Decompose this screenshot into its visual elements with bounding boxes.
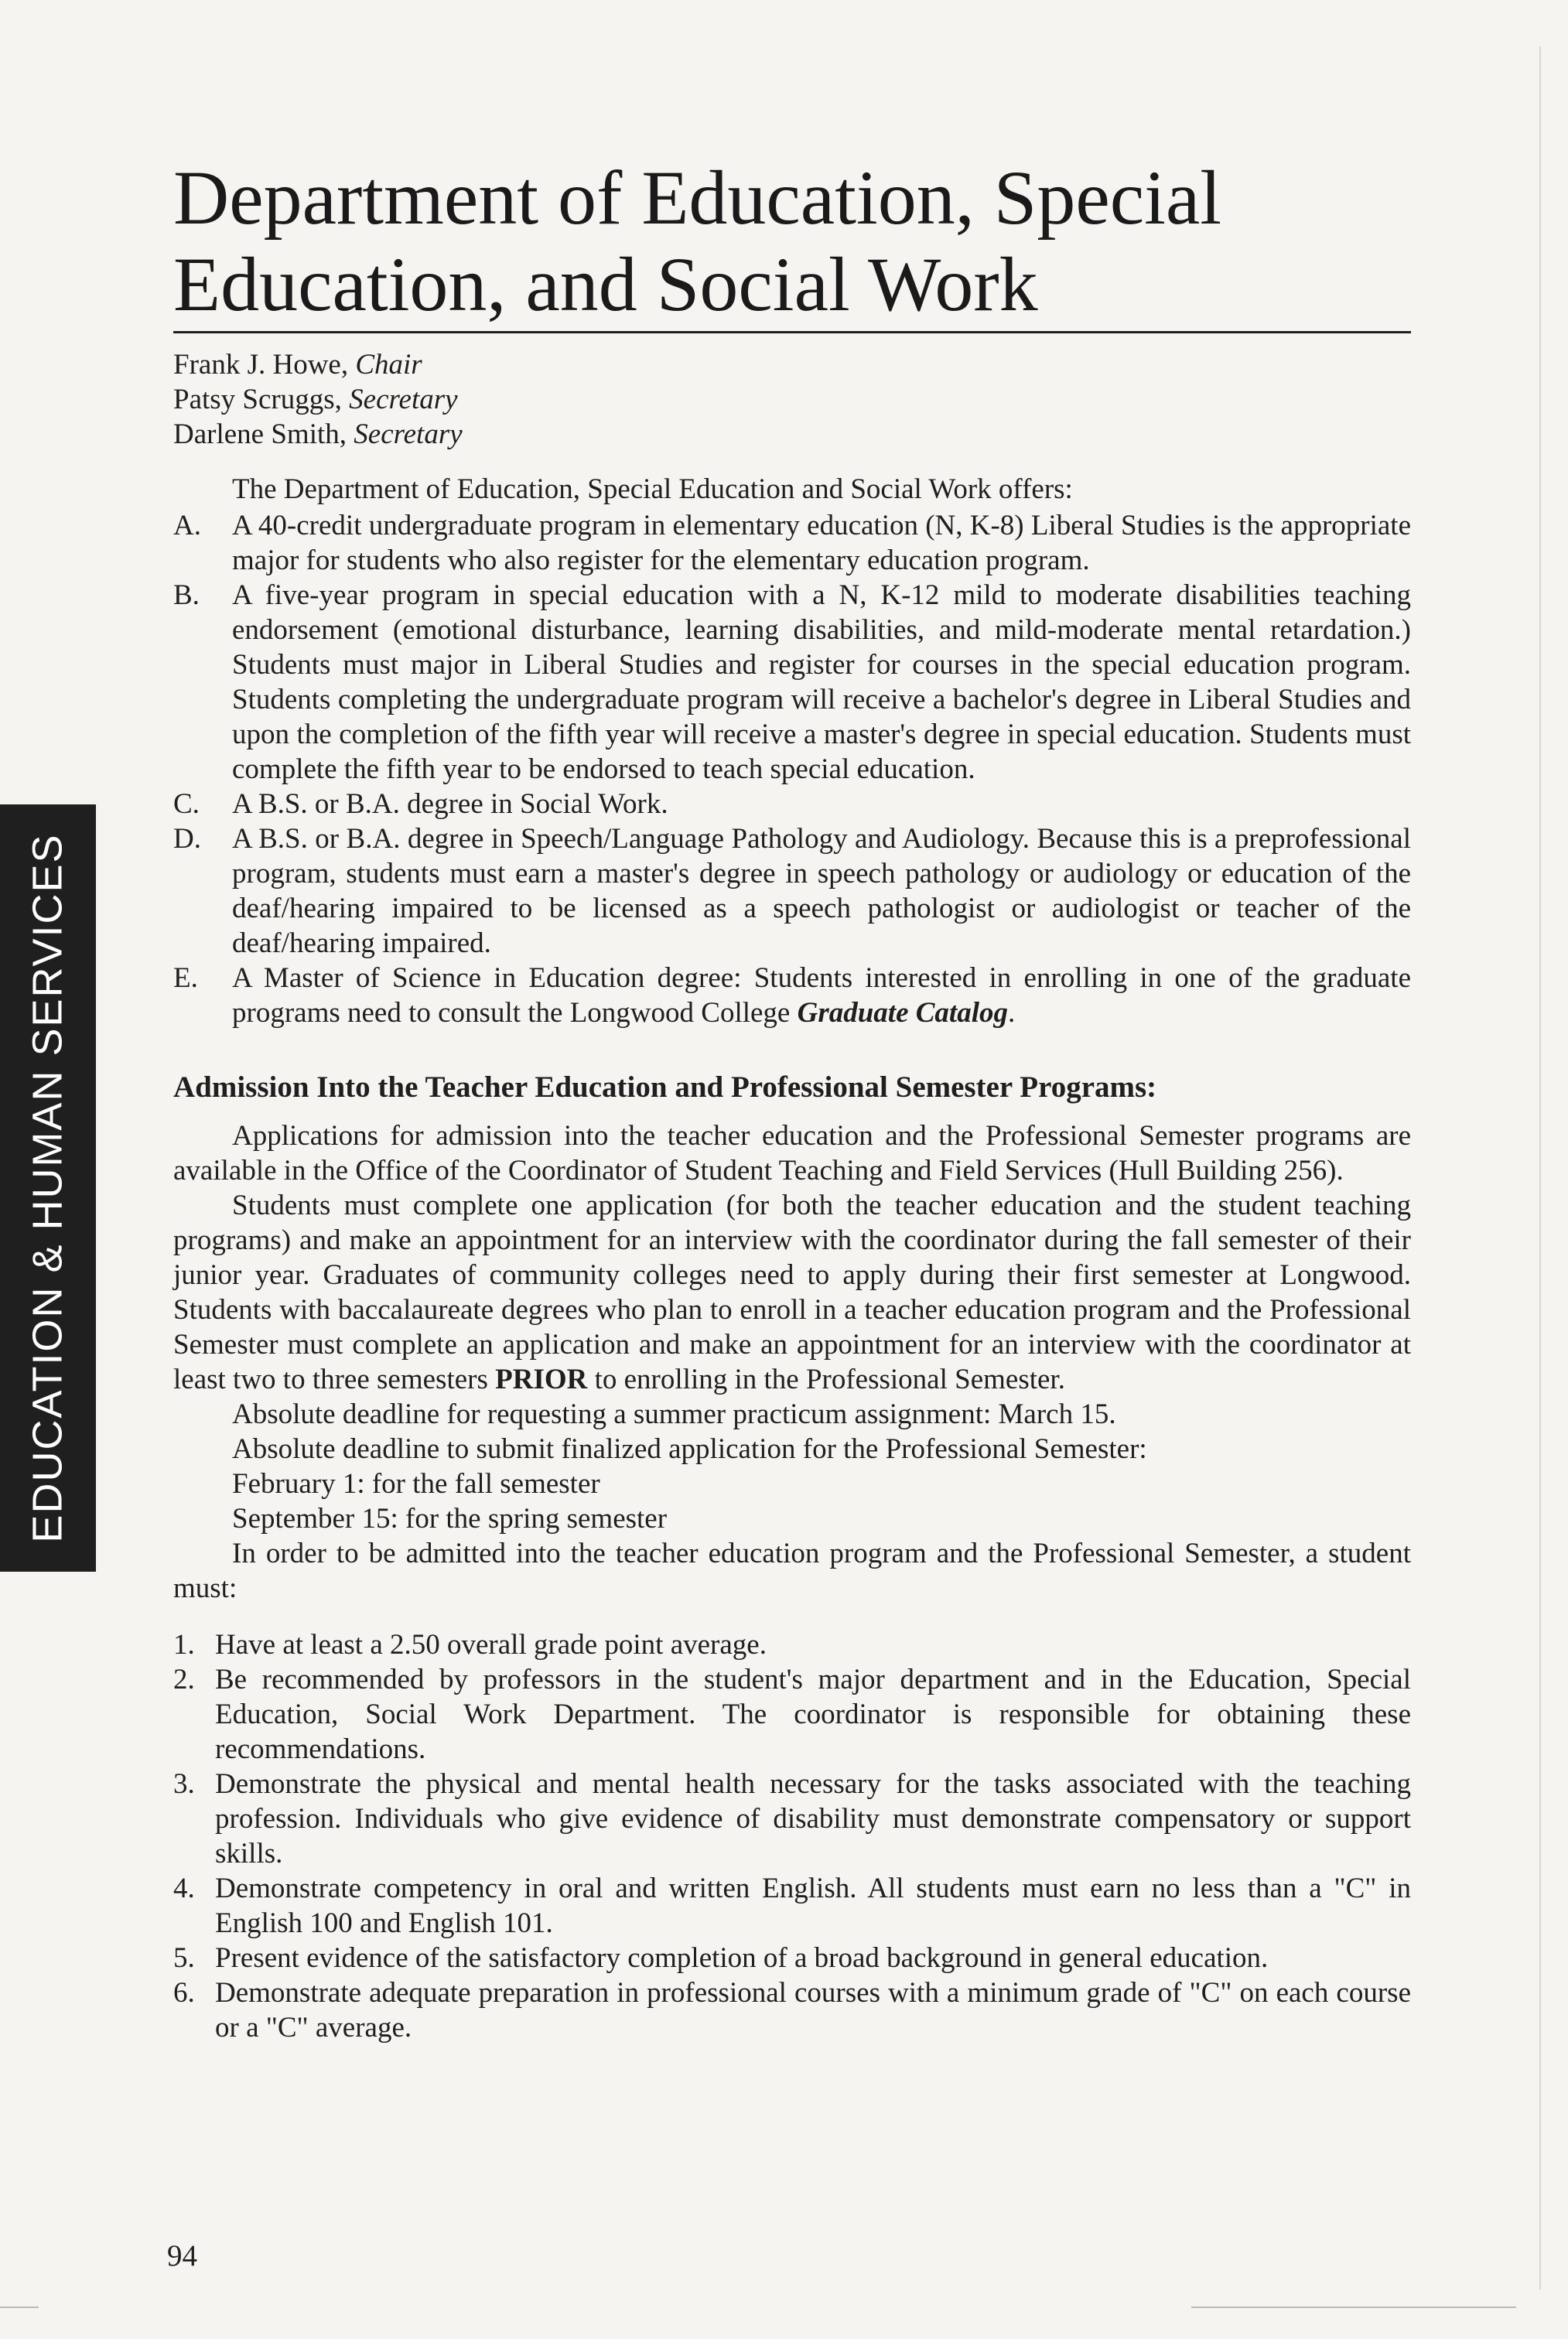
deadline-line: Absolute deadline for requesting a summer practicum assignment: March 15. (232, 1398, 1116, 1430)
list-item (173, 508, 1411, 578)
title-line-2: Education, and Social Work (173, 241, 1038, 327)
list-text: Present evidence of the satisfactory completion of a broad background in general education. (215, 1942, 1269, 1974)
staff-list (173, 347, 1411, 452)
list-item (173, 1627, 1411, 1662)
list-item (173, 578, 1411, 787)
list-text: A B.S. or B.A. degree in Speech/Language Pathology and Audiology. Because this is a preprofessional program, students must earn a master's degree in speech pathology or audiology or education of the deaf/hearing impaired to be licensed as a speech pathologist or audiologist or teacher of the deaf/hearing impaired. (232, 823, 1411, 959)
section-side-tab (0, 804, 96, 1572)
side-tab-label: EDUCATION & HUMAN SERVICES (25, 833, 72, 1543)
page-title (173, 155, 1411, 333)
list-item (173, 821, 1411, 961)
staff-name: Darlene Smith, (173, 418, 347, 450)
staff-role: Secretary (354, 418, 463, 450)
list-item (173, 1871, 1411, 1941)
staff-item (173, 417, 1411, 452)
list-label: 3. (173, 1768, 195, 1800)
prior-emphasis: PRIOR (495, 1364, 588, 1395)
list-item (173, 1767, 1411, 1871)
requirements-list (173, 1627, 1411, 2045)
list-label: B. (173, 579, 200, 611)
offerings-intro: The Department of Education, Special Education and Social Work offers: (232, 473, 1073, 505)
list-label: 5. (173, 1942, 195, 1974)
list-text: Demonstrate the physical and mental health necessary for the tasks associated with the teaching profession. Individuals who give evidence of disability must demonstrate compensatory or support skills. (215, 1768, 1411, 1869)
page-content (173, 155, 1411, 2045)
paragraph-text: Students must complete one application (for both the teacher education and the student teaching programs) and make an appointment for an interview with the coordinator during the fall semester of their junior year. Graduates of community colleges need to apply during their first semester at Longwood. Students with baccalaureate degrees who plan to enroll in a teacher education program and the Professional Semester must complete an application and make an appointment for an interview with the coordinator at least two to three semesters (173, 1190, 1411, 1395)
list-text: Have at least a 2.50 overall grade point average. (215, 1629, 767, 1661)
deadline-line: Absolute deadline to submit finalized application for the Professional Semester: (232, 1433, 1147, 1465)
list-item (173, 1975, 1411, 2045)
staff-item (173, 347, 1411, 382)
staff-name: Frank J. Howe, (173, 349, 349, 381)
list-text: A five-year program in special education with a N, K-12 mild to moderate disabilities teaching endorsement (emotional disturbance, learning disabilities, and mild-moderate mental retardation.) Students must major in Liberal Studies and register for courses in the special education program. Students completing the undergraduate program will receive a bachelor's degree in Liberal Studies and upon the completion of the fifth year will receive a master's degree in special education. Students must complete the fifth year to be endorsed to teach special education. (232, 579, 1411, 785)
list-label: E. (173, 962, 198, 994)
deadline-line: September 15: for the spring semester (232, 1503, 668, 1535)
staff-role: Secretary (349, 384, 458, 415)
list-text: Demonstrate competency in oral and written English. All students must earn no less than a "C" in English 100 and English 101. (215, 1873, 1411, 1939)
list-text: Be recommended by professors in the student's major department and in the Education, Special Education, Social Work Department. The coordinator is responsible for obtaining these recommendations. (215, 1664, 1411, 1765)
bottom-rule-right (1191, 2307, 1516, 2308)
list-item (173, 1662, 1411, 1767)
deadline-line: February 1: for the fall semester (232, 1468, 600, 1500)
list-label: D. (173, 823, 201, 855)
graduate-catalog-title: Graduate Catalog (797, 997, 1008, 1029)
list-text: Demonstrate adequate preparation in professional courses with a minimum grade of "C" on each course or a "C" average. (215, 1977, 1411, 2044)
list-label: 1. (173, 1629, 195, 1661)
list-text: A 40-credit undergraduate program in elementary education (N, K-8) Liberal Studies is the appropriate major for students who also register for the elementary education program. (232, 510, 1412, 576)
requirements-intro: In order to be admitted into the teacher education program and the Professional Semester, a student must: (173, 1538, 1411, 1604)
list-text (232, 961, 1411, 1030)
list-text-end: . (1008, 997, 1016, 1029)
staff-item (173, 382, 1411, 417)
admission-paragraph-2 (173, 1188, 1411, 1397)
list-text: A B.S. or B.A. degree in Social Work. (232, 788, 668, 820)
paragraph-text-end: to enrolling in the Professional Semester. (594, 1364, 1065, 1395)
page-edge-shadow (1539, 46, 1541, 2289)
list-item (173, 1941, 1411, 1975)
page-number: 94 (167, 2239, 197, 2272)
list-label: A. (173, 510, 201, 541)
list-label: 6. (173, 1977, 195, 2009)
list-label: 2. (173, 1664, 195, 1695)
offerings-list (173, 508, 1411, 1030)
admission-heading: Admission Into the Teacher Education and Professional Semester Programs: (173, 1070, 1157, 1104)
title-line-1: Department of Education, Special (173, 155, 1222, 241)
list-label: 4. (173, 1873, 195, 1904)
staff-name: Patsy Scruggs, (173, 384, 342, 415)
list-item (173, 787, 1411, 821)
staff-role: Chair (355, 349, 422, 381)
list-label: C. (173, 788, 200, 820)
list-item (173, 961, 1411, 1030)
bottom-rule-left (0, 2307, 39, 2308)
list-text-body: A Master of Science in Education degree: Students interested in enrolling in one of the graduate programs need to consult the Longwood College (232, 962, 1411, 1029)
admission-paragraph-1: Applications for admission into the teacher education and the Professional Semester programs are available in the Office of the Coordinator of Student Teaching and Field Services (Hull Building 256). (173, 1120, 1411, 1187)
